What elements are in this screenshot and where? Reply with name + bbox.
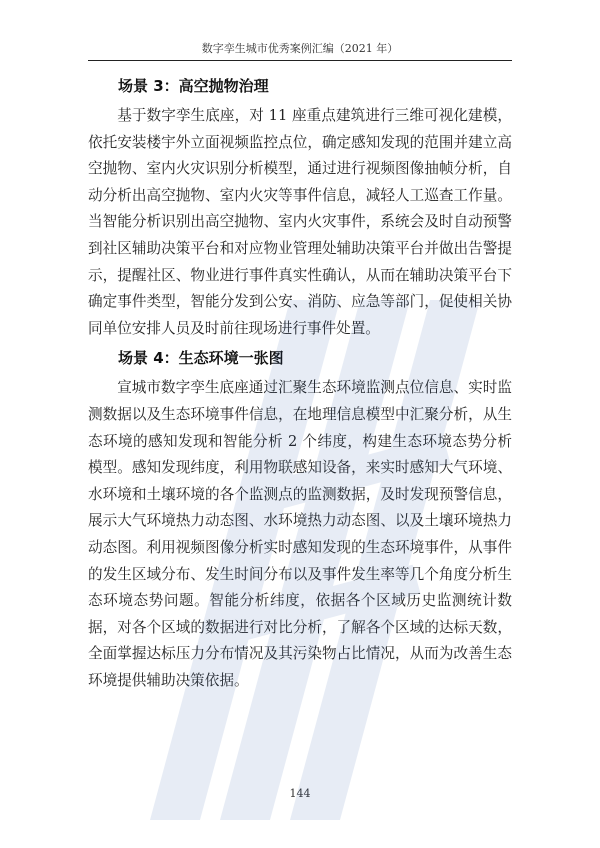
header-rule bbox=[88, 60, 512, 61]
section-paragraph-scene-3: 基于数字孪生底座，对 11 座重点建筑进行三维可视化建模，依托安装楼宇外立面视频监控点位，确定感知发现的范围并建立高空抛物、室内火灾识别分析模型，通过进行视频图像抽帧分析，自动分析出高空抛物、室内火灾等事件信息，减轻人工巡查工作量。当智能分析识别出高空抛物、室内火灾事件，系统会及时自动预警到社区辅助决策平台和对应物业管理处辅助决策平台并做出告警提示，提醒社区、物业进行事件真实性确认，从而在辅助决策平台下确定事件类型，智能分发到公安、消防、应急等部门，促使相关协同单位安排人员及时前往现场进行事件处置。 bbox=[88, 107, 512, 337]
section-title-scene-4: 场景 4：生态环境一张图 bbox=[118, 349, 284, 368]
page-body bbox=[88, 73, 512, 694]
section-title-scene-3: 场景 3：高空抛物治理 bbox=[118, 77, 269, 95]
page-number: 144 bbox=[289, 787, 311, 800]
running-header: 数字孪生城市优秀案例汇编（2021 年） bbox=[201, 42, 399, 55]
section-paragraph-scene-4: 宣城市数字孪生底座通过汇聚生态环境监测点位信息、实时监测数据以及生态环境事件信息，在地理信息模型中汇聚分析，从生态环境的感知发现和智能分析 2 个纬度，构建生态环境态势分析模型。感知发现纬度，利用物联感知设备，来实时感知大气环境、水环境和土壤环境的各个监测点的监测数据，及时发现预警信息，展示大气环境热力动态图、水环境热力动态图、以及土壤环境热力动态图。利用视频图像分析实时感知发现的生态环境事件，从事件的发生区域分布、发生时间分布以及事件发生率等几个角度分析生态环境态势问题。智能分析纬度，依据各个区域历史监测统计数据，对各个区域的数据进行对比分析，了解各个区域的达标天数，全面掌握达标压力分布情况及其污染物占比情况，从而为改善生态环境提供辅助决策依据。 bbox=[88, 379, 512, 689]
